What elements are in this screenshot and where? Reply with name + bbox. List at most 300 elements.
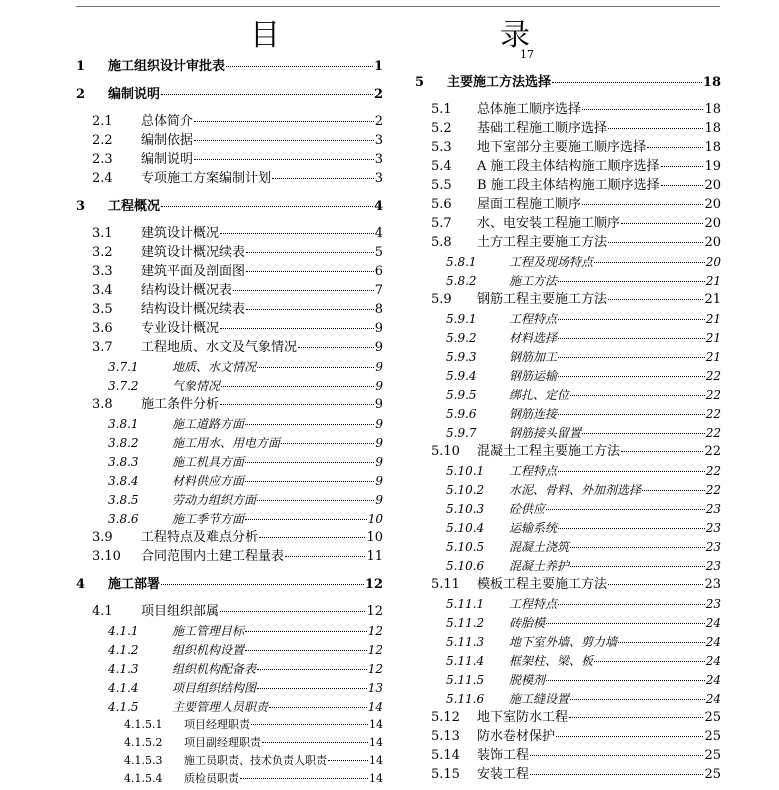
- toc-entry-page: 13: [367, 681, 383, 695]
- toc-entry-title: 主要施工方法选择: [447, 75, 552, 90]
- toc-entry[interactable]: [124, 734, 383, 752]
- toc-entry-title: 钢筋连接: [509, 407, 558, 421]
- toc-entry-number: 4.1.3: [108, 662, 139, 676]
- toc-leader-dots: [546, 622, 705, 624]
- toc-entry-title: 质检员职责: [184, 772, 239, 785]
- toc-entry-page: 22: [705, 464, 721, 478]
- toc-leader-dots: [245, 649, 367, 651]
- toc-entry-title: 建筑设计概况续表: [141, 245, 246, 260]
- toc-entry[interactable]: [108, 679, 383, 697]
- toc-entry[interactable]: [431, 728, 721, 746]
- toc-entry-page: 14: [369, 718, 383, 731]
- toc-entry-page: 25: [704, 767, 721, 782]
- toc-entry-title: 工程特点: [509, 597, 558, 611]
- toc-entry[interactable]: [108, 377, 383, 395]
- toc-entry-number: 3.9: [92, 530, 113, 545]
- toc-entry-page: 3: [374, 133, 383, 148]
- toc-entry[interactable]: [76, 576, 383, 594]
- toc-entry-number: 3.8.5: [108, 493, 139, 507]
- toc-leader-dots: [558, 337, 705, 339]
- toc-entry-title: 模板工程主要施工方法: [477, 577, 608, 592]
- toc-entry-number: 4.1.5.2: [124, 736, 163, 749]
- toc-leader-dots: [161, 583, 364, 585]
- toc-entry-title: 施工员职责、技术负责人职责: [184, 754, 327, 767]
- toc-leader-dots: [246, 308, 374, 310]
- toc-entry-page: 12: [366, 604, 383, 619]
- toc-entry[interactable]: [446, 367, 721, 385]
- toc-entry-number: 2.2: [92, 133, 113, 148]
- toc-entry[interactable]: [431, 234, 721, 252]
- toc-entry[interactable]: [431, 139, 721, 157]
- toc-entry[interactable]: [92, 529, 383, 547]
- toc-leader-dots: [570, 546, 705, 548]
- toc-entry-page: 20: [704, 197, 721, 212]
- toc-entry-page: 25: [704, 710, 721, 725]
- toc-entry[interactable]: [431, 709, 721, 727]
- toc-leader-dots: [558, 413, 705, 415]
- toc-entry[interactable]: [76, 58, 383, 76]
- toc-entry[interactable]: [446, 310, 721, 328]
- toc-entry-title: 施工道路方面: [172, 417, 245, 431]
- toc-leader-dots: [262, 741, 368, 743]
- toc-entry-page: 10: [367, 512, 383, 526]
- toc-entry-title: 混凝土浇筑: [509, 540, 570, 554]
- toc-entry-page: 2: [373, 87, 383, 102]
- toc-entry-page: 10: [366, 530, 383, 545]
- toc-entry[interactable]: [446, 690, 721, 708]
- toc-leader-dots: [269, 706, 367, 708]
- toc-leader-dots: [257, 499, 374, 501]
- toc-entry-page: 9: [375, 379, 383, 393]
- toc-entry-number: 5: [415, 75, 425, 90]
- title-char-right: 录: [500, 18, 530, 53]
- toc-entry-number: 3.8: [92, 397, 113, 412]
- toc-entry[interactable]: [446, 405, 721, 423]
- toc-leader-dots: [530, 773, 703, 775]
- toc-leader-dots: [618, 641, 705, 643]
- toc-entry-number: 5.6: [431, 197, 452, 212]
- toc-entry-title: 水、电安装工程施工顺序: [477, 216, 621, 231]
- toc-entry-page: 22: [705, 407, 721, 421]
- toc-entry-title: 结构设计概况表: [141, 283, 233, 298]
- toc-entry-number: 5.11.3: [446, 635, 485, 649]
- toc-entry-number: 5.4: [431, 159, 452, 174]
- toc-entry-number: 4.1.5.4: [124, 772, 163, 785]
- toc-entry-page: 8: [374, 302, 383, 317]
- toc-entry-number: 5.9.4: [446, 369, 477, 383]
- toc-entry-title: 施工管理目标: [172, 624, 245, 638]
- toc-entry-page: 18: [702, 75, 721, 90]
- toc-entry-number: 5.14: [431, 748, 460, 763]
- toc-leader-dots: [608, 583, 703, 585]
- toc-entry[interactable]: [431, 576, 721, 594]
- toc-entry[interactable]: [92, 320, 383, 338]
- toc-leader-dots: [226, 65, 373, 67]
- toc-entry-page: 24: [705, 673, 721, 687]
- toc-entry-number: 3.10: [92, 549, 121, 564]
- toc-entry-page: 25: [704, 748, 721, 763]
- toc-entry-number: 3.7: [92, 340, 113, 355]
- toc-leader-dots: [194, 158, 374, 160]
- toc-entry[interactable]: [108, 660, 383, 678]
- toc-entry-page: 3: [374, 152, 383, 167]
- toc-entry-title: 项目副经理职责: [184, 736, 261, 749]
- toc-entry-number: 5.5: [431, 178, 452, 193]
- toc-leader-dots: [272, 177, 374, 179]
- toc-entry[interactable]: [76, 86, 383, 104]
- toc-entry-number: 5.8.1: [446, 255, 477, 269]
- toc-entry-number: 4.1.5: [108, 700, 139, 714]
- toc-entry-number: 2.3: [92, 152, 113, 167]
- toc-entry-title: 材料供应方面: [172, 474, 245, 488]
- toc-leader-dots: [257, 668, 367, 670]
- toc-entry-number: 4.1.5.3: [124, 754, 163, 767]
- toc-entry-number: 5.9.7: [446, 426, 477, 440]
- toc-entry[interactable]: [108, 698, 383, 716]
- toc-entry-number: 5.10: [431, 444, 460, 459]
- toc-entry-number: 5.12: [431, 710, 460, 725]
- toc-entry[interactable]: [431, 215, 721, 233]
- toc-entry[interactable]: [108, 491, 383, 509]
- toc-leader-dots: [246, 251, 374, 253]
- toc-entry-page: 2: [374, 114, 383, 129]
- toc-entry[interactable]: [446, 329, 721, 347]
- toc-entry[interactable]: [446, 253, 721, 271]
- toc-entry-number: 4.1.4: [108, 681, 139, 695]
- toc-entry[interactable]: [92, 548, 383, 566]
- toc-leader-dots: [642, 489, 705, 491]
- toc-leader-dots: [556, 735, 703, 737]
- toc-entry-title: 项目经理职责: [184, 718, 250, 731]
- toc-entry-number: 2.1: [92, 114, 113, 129]
- toc-entry-page: 9: [374, 340, 383, 355]
- toc-entry-page: 25: [704, 729, 721, 744]
- toc-leader-dots: [594, 660, 705, 662]
- toc-entry[interactable]: [124, 716, 383, 734]
- toc-entry-page: 21: [705, 312, 721, 326]
- toc-entry-number: 3.8.6: [108, 512, 139, 526]
- toc-entry[interactable]: [446, 652, 721, 670]
- toc-entry-page: 21: [705, 350, 721, 364]
- toc-leader-dots: [608, 298, 703, 300]
- toc-leader-dots: [240, 777, 368, 779]
- toc-entry-number: 5.2: [431, 121, 452, 136]
- toc-entry[interactable]: [446, 348, 721, 366]
- toc-entry-page: 21: [705, 274, 721, 288]
- toc-entry-number: 3.7.1: [108, 360, 139, 374]
- toc-entry-number: 5.11.1: [446, 597, 485, 611]
- toc-entry-number: 5.9.5: [446, 388, 477, 402]
- toc-leader-dots: [594, 261, 705, 263]
- toc-entry[interactable]: [92, 244, 383, 262]
- toc-entry-title: 防水卷材保护: [477, 729, 556, 744]
- toc-entry-title: 专项施工方案编制计划: [141, 171, 272, 186]
- toc-entry[interactable]: [431, 101, 721, 119]
- toc-entry[interactable]: [76, 198, 383, 216]
- toc-entry[interactable]: [431, 120, 721, 138]
- toc-entry-page: 18: [704, 140, 721, 155]
- toc-entry[interactable]: [108, 622, 383, 640]
- toc-entry-title: 框架柱、梁、板: [509, 654, 594, 668]
- toc-entry-page: 24: [705, 654, 721, 668]
- toc-entry[interactable]: [124, 752, 383, 770]
- toc-entry-title: 工程特点: [509, 464, 558, 478]
- toc-leader-dots: [220, 232, 374, 234]
- toc-entry[interactable]: [446, 462, 721, 480]
- toc-entry-title: 总体简介: [141, 114, 194, 129]
- toc-entry[interactable]: [108, 434, 383, 452]
- toc-entry-title: 施工用水、用电方面: [172, 436, 281, 450]
- toc-entry-title: 施工部署: [108, 577, 161, 592]
- toc-leader-dots: [220, 610, 365, 612]
- toc-entry-title: 地下室外墙、剪力墙: [509, 635, 618, 649]
- toc-leader-dots: [194, 139, 374, 141]
- toc-entry-title: 工程特点及难点分析: [141, 530, 259, 545]
- toc-entry[interactable]: [446, 424, 721, 442]
- toc-entry[interactable]: [431, 291, 721, 309]
- toc-leader-dots: [245, 480, 374, 482]
- toc-entry-title: 钢筋工程主要施工方法: [477, 292, 608, 307]
- toc-entry[interactable]: [108, 453, 383, 471]
- toc-entry[interactable]: [446, 481, 721, 499]
- toc-entry-title: 钢筋运输: [509, 369, 558, 383]
- toc-entry-title: 编制依据: [141, 133, 194, 148]
- toc-entry[interactable]: [446, 614, 721, 632]
- page-title: [250, 10, 530, 54]
- page-number-mark: 17: [520, 48, 534, 61]
- toc-entry-page: 24: [705, 635, 721, 649]
- toc-entry-title: 施工机具方面: [172, 455, 245, 469]
- toc-entry[interactable]: [92, 132, 383, 150]
- toc-leader-dots: [245, 630, 367, 632]
- toc-entry-number: 3.7.2: [108, 379, 139, 393]
- toc-leader-dots: [558, 527, 705, 529]
- toc-entry-page: 23: [705, 559, 721, 573]
- toc-entry[interactable]: [92, 282, 383, 300]
- toc-entry-title: 组织机构配备表: [172, 662, 257, 676]
- toc-leader-dots: [621, 450, 703, 452]
- toc-entry-page: 4: [374, 226, 383, 241]
- toc-entry[interactable]: [431, 747, 721, 765]
- title-char-left: 目: [250, 18, 280, 53]
- toc-entry-title: 合同范围内土建工程量表: [141, 549, 285, 564]
- toc-entry[interactable]: [446, 633, 721, 651]
- toc-entry-page: 20: [705, 255, 721, 269]
- toc-leader-dots: [220, 327, 374, 329]
- toc-leader-dots: [558, 470, 705, 472]
- toc-entry[interactable]: [108, 358, 383, 376]
- toc-entry-title: 编制说明: [141, 152, 194, 167]
- toc-entry-number: 5.10.1: [446, 464, 485, 478]
- toc-entry-number: 5.10.2: [446, 483, 485, 497]
- toc-entry-title: 工程地质、水文及气象情况: [141, 340, 298, 355]
- toc-entry-number: 5.9.3: [446, 350, 477, 364]
- toc-entry[interactable]: [124, 770, 383, 788]
- toc-leader-dots: [608, 127, 703, 129]
- toc-entry-page: 20: [704, 235, 721, 250]
- toc-entry[interactable]: [431, 443, 721, 461]
- toc-entry-number: 5.15: [431, 767, 460, 782]
- toc-entry-title: 混凝土工程主要施工方法: [477, 444, 621, 459]
- toc-leader-dots: [257, 366, 374, 368]
- toc-leader-dots: [661, 184, 704, 186]
- toc-entry-number: 3.6: [92, 321, 113, 336]
- toc-entry-page: 9: [374, 321, 383, 336]
- toc-entry[interactable]: [92, 170, 383, 188]
- toc-entry-number: 3.5: [92, 302, 113, 317]
- toc-entry[interactable]: [446, 519, 721, 537]
- toc-entry-page: 22: [705, 426, 721, 440]
- toc-leader-dots: [647, 146, 703, 148]
- toc-entry-title: 装饰工程: [477, 748, 530, 763]
- toc-entry-title: 工程及现场特点: [509, 255, 594, 269]
- toc-entry-number: 5.3: [431, 140, 452, 155]
- toc-leader-dots: [558, 356, 705, 358]
- toc-entry-title: 结构设计概况续表: [141, 302, 246, 317]
- toc-entry-title: 建筑平面及剖面图: [141, 264, 246, 279]
- toc-entry-title: 专业设计概况: [141, 321, 220, 336]
- toc-entry-number: 5.8: [431, 235, 452, 250]
- toc-entry-page: 23: [705, 521, 721, 535]
- toc-entry-title: 工程概况: [108, 199, 161, 214]
- toc-entry-page: 14: [367, 700, 383, 714]
- toc-entry-page: 20: [704, 178, 721, 193]
- toc-entry-page: 7: [374, 283, 383, 298]
- toc-entry-page: 12: [367, 662, 383, 676]
- toc-entry-number: 3: [76, 199, 86, 214]
- toc-entry[interactable]: [446, 386, 721, 404]
- toc-entry-title: 地下室防水工程: [477, 710, 569, 725]
- toc-leader-dots: [245, 518, 367, 520]
- toc-entry-page: 14: [369, 772, 383, 785]
- toc-leader-dots: [251, 723, 368, 725]
- toc-entry-title: 脱模剂: [509, 673, 546, 687]
- toc-entry-number: 3.8.2: [108, 436, 139, 450]
- toc-entry[interactable]: [92, 263, 383, 281]
- toc-leader-dots: [245, 423, 374, 425]
- toc-entry-number: 5.11.6: [446, 692, 485, 706]
- toc-entry-title: 混凝土养护: [509, 559, 570, 573]
- toc-leader-dots: [328, 759, 368, 761]
- toc-entry[interactable]: [446, 500, 721, 518]
- toc-entry-title: 安装工程: [477, 767, 530, 782]
- toc-entry-number: 4.1.2: [108, 643, 139, 657]
- toc-entry-number: 5.13: [431, 729, 460, 744]
- toc-entry-page: 14: [369, 754, 383, 767]
- toc-entry-number: 5.9.1: [446, 312, 477, 326]
- toc-leader-dots: [546, 508, 705, 510]
- toc-entry[interactable]: [108, 415, 383, 433]
- toc-entry-page: 3: [374, 171, 383, 186]
- toc-entry[interactable]: [446, 671, 721, 689]
- toc-entry-title: 钢筋接头留置: [509, 426, 582, 440]
- toc-entry-title: 土方工程主要施工方法: [477, 235, 608, 250]
- toc-leader-dots: [608, 241, 703, 243]
- toc-entry-number: 2: [76, 87, 86, 102]
- toc-entry[interactable]: [446, 538, 721, 556]
- toc-entry-title: 施工组织设计审批表: [108, 59, 226, 74]
- toc-entry-title: 项目组织部属: [141, 604, 220, 619]
- toc-entry[interactable]: [431, 196, 721, 214]
- toc-entry-page: 12: [367, 624, 383, 638]
- toc-entry-title: 组织机构设置: [172, 643, 245, 657]
- toc-entry-title: 绑扎、定位: [509, 388, 570, 402]
- toc-entry-page: 22: [704, 444, 721, 459]
- toc-entry[interactable]: [431, 158, 721, 176]
- toc-entry-number: 5.9.6: [446, 407, 477, 421]
- toc-entry[interactable]: [92, 225, 383, 243]
- toc-entry-number: 3.8.1: [108, 417, 139, 431]
- toc-entry-number: 3.2: [92, 245, 113, 260]
- toc-entry-title: 建筑设计概况: [141, 226, 220, 241]
- toc-entry[interactable]: [92, 339, 383, 357]
- toc-entry-page: 23: [705, 502, 721, 516]
- toc-entry[interactable]: [92, 301, 383, 319]
- toc-entry[interactable]: [108, 472, 383, 490]
- toc-entry-title: 编制说明: [108, 87, 161, 102]
- toc-entry-title: 基础工程施工顺序选择: [477, 121, 608, 136]
- toc-entry[interactable]: [446, 272, 721, 290]
- toc-entry[interactable]: [431, 177, 721, 195]
- toc-entry[interactable]: [92, 151, 383, 169]
- toc-leader-dots: [530, 754, 703, 756]
- toc-leader-dots: [621, 222, 703, 224]
- toc-entry-title: 项目组织结构图: [172, 681, 257, 695]
- toc-entry-page: 9: [375, 474, 383, 488]
- toc-entry[interactable]: [108, 510, 383, 528]
- toc-entry[interactable]: [446, 557, 721, 575]
- toc-entry-number: 4.1.5.1: [124, 718, 163, 731]
- toc-entry-page: 24: [705, 616, 721, 630]
- toc-entry-number: 5.10.6: [446, 559, 485, 573]
- toc-entry-title: 总体施工顺序选择: [477, 102, 582, 117]
- toc-entry-title: 施工缝设置: [509, 692, 570, 706]
- toc-entry-page: 22: [705, 483, 721, 497]
- toc-entry-title: 地下室部分主要施工顺序选择: [477, 140, 647, 155]
- toc-entry[interactable]: [92, 603, 383, 621]
- toc-leader-dots: [570, 698, 705, 700]
- toc-entry-number: 4.1.1: [108, 624, 139, 638]
- toc-entry[interactable]: [446, 595, 721, 613]
- toc-entry-number: 4.1: [92, 604, 113, 619]
- toc-entry-number: 5.10.3: [446, 502, 485, 516]
- toc-leader-dots: [661, 165, 704, 167]
- toc-entry-title: 施工季节方面: [172, 512, 245, 526]
- toc-entry[interactable]: [431, 766, 721, 784]
- toc-leader-dots: [161, 93, 373, 95]
- toc-entry-page: 21: [704, 292, 721, 307]
- toc-leader-dots: [245, 461, 374, 463]
- toc-leader-dots: [569, 716, 703, 718]
- toc-leader-dots: [558, 603, 705, 605]
- toc-leader-dots: [257, 687, 367, 689]
- toc-leader-dots: [281, 442, 374, 444]
- toc-entry-page: 23: [705, 540, 721, 554]
- toc-entry-page: 12: [367, 643, 383, 657]
- toc-entry-number: 5.9: [431, 292, 452, 307]
- toc-entry-number: 5.11: [431, 577, 460, 592]
- toc-entry[interactable]: [415, 74, 721, 92]
- toc-leader-dots: [570, 565, 705, 567]
- toc-entry-title: 水泥、骨料、外加剂选择: [509, 483, 642, 497]
- header-rule: [76, 6, 720, 7]
- toc-entry[interactable]: [92, 113, 383, 131]
- toc-leader-dots: [546, 679, 705, 681]
- toc-entry-page: 21: [705, 331, 721, 345]
- toc-entry[interactable]: [108, 641, 383, 659]
- toc-entry[interactable]: [92, 396, 383, 414]
- toc-entry-page: 23: [704, 577, 721, 592]
